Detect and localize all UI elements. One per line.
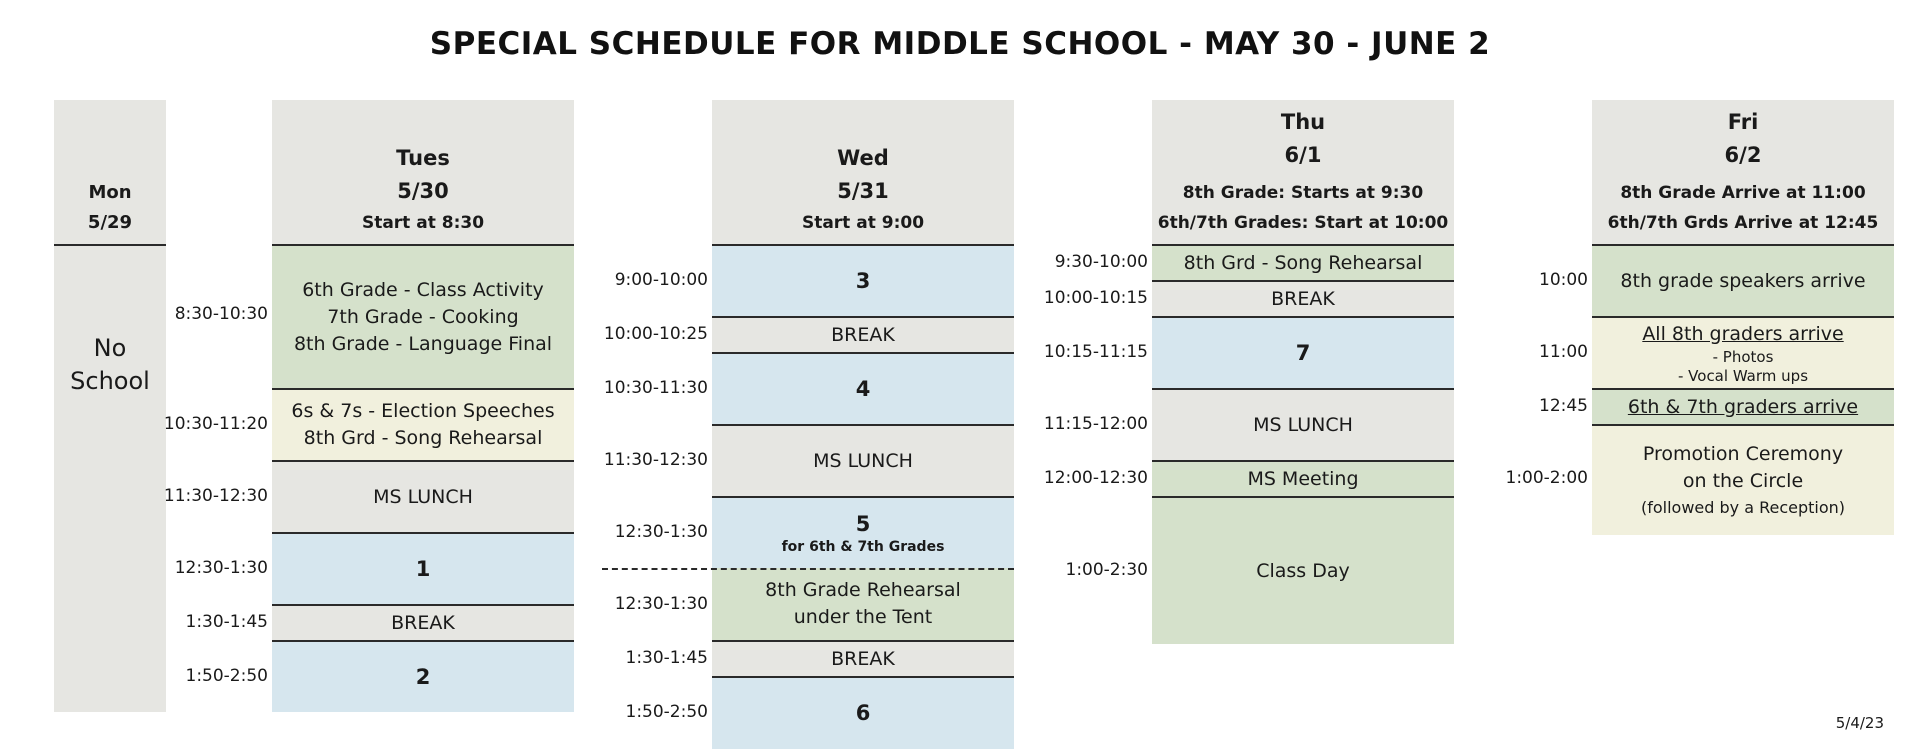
time-label: 11:00 bbox=[1539, 342, 1588, 362]
time-label: 10:30-11:20 bbox=[163, 414, 268, 434]
time-label: 1:50-2:50 bbox=[185, 666, 268, 686]
activity-line: 6s & 7s - Election Speeches bbox=[291, 400, 555, 422]
day-date: 5/29 bbox=[87, 212, 133, 233]
schedule-block bbox=[712, 352, 1014, 424]
column-friday bbox=[1592, 100, 1894, 535]
activity-line: under the Tent bbox=[793, 606, 933, 628]
period-number: 5 bbox=[855, 511, 871, 536]
wednesday-header bbox=[712, 100, 1014, 244]
column-thursday bbox=[1152, 100, 1454, 644]
schedule-block bbox=[272, 532, 574, 604]
activity-line: Class Day bbox=[1256, 559, 1350, 582]
schedule-block bbox=[272, 640, 574, 712]
schedule-block bbox=[272, 388, 574, 460]
activity-line: 8th Grade Rehearsal bbox=[765, 579, 961, 601]
time-label: 10:00-10:25 bbox=[603, 324, 708, 344]
schedule-block bbox=[712, 244, 1014, 316]
schedule-block bbox=[1152, 388, 1454, 460]
schedule-block bbox=[1152, 280, 1454, 316]
friday-header bbox=[1592, 100, 1894, 244]
schedule-block bbox=[712, 640, 1014, 676]
activity-line: Promotion Ceremony bbox=[1642, 442, 1844, 465]
time-label: 11:30-12:30 bbox=[603, 450, 708, 470]
period-number: 1 bbox=[415, 556, 431, 581]
thursday-header bbox=[1152, 100, 1454, 244]
time-label: 12:45 bbox=[1539, 396, 1588, 416]
period-number: 4 bbox=[855, 376, 871, 401]
tuesday-header bbox=[272, 100, 574, 244]
activity-line: BREAK bbox=[831, 323, 895, 346]
activity-line: 8th Grd - Song Rehearsal bbox=[1183, 251, 1423, 274]
time-label: 10:30-11:30 bbox=[603, 378, 708, 398]
schedule-block bbox=[1152, 244, 1454, 280]
time-label: 10:15-11:15 bbox=[1043, 342, 1148, 362]
activity-subline: (followed by a Reception) bbox=[1640, 497, 1846, 517]
activity-line: BREAK bbox=[831, 647, 895, 670]
activity-line: MS LUNCH bbox=[813, 449, 913, 472]
time-label: 10:00 bbox=[1539, 270, 1588, 290]
schedule-block bbox=[272, 460, 574, 532]
time-label: 10:00-10:15 bbox=[1043, 288, 1148, 308]
day-start-note: 6th/7th Grades: Start at 10:00 bbox=[1157, 213, 1449, 233]
day-name: Mon bbox=[88, 182, 132, 203]
day-name: Thu bbox=[1280, 110, 1326, 134]
schedule-block bbox=[712, 676, 1014, 749]
schedule-block bbox=[1592, 388, 1894, 424]
no-school-block bbox=[54, 244, 166, 712]
day-name: Tues bbox=[396, 146, 450, 170]
no-school-line: No bbox=[93, 334, 127, 362]
activity-line: MS LUNCH bbox=[373, 485, 473, 508]
day-start-note: Start at 9:00 bbox=[801, 213, 925, 233]
page-title: SPECIAL SCHEDULE FOR MIDDLE SCHOOL - MAY 30 - JUNE 2 bbox=[429, 26, 1491, 62]
time-label: 1:00-2:30 bbox=[1065, 560, 1148, 580]
activity-line: 7th Grade - Cooking bbox=[327, 305, 519, 328]
activity-subline: - Photos bbox=[1712, 347, 1774, 366]
schedule-block bbox=[1152, 316, 1454, 388]
period-note: for 6th & 7th Grades bbox=[781, 538, 945, 555]
time-label: 1:30-1:45 bbox=[625, 648, 708, 668]
schedule-block bbox=[712, 496, 1014, 568]
day-date: 6/1 bbox=[1284, 143, 1322, 167]
activity-subline: - Vocal Warm ups bbox=[1677, 366, 1809, 385]
period-number: 7 bbox=[1295, 340, 1311, 365]
schedule-block bbox=[1152, 496, 1454, 644]
period-number: 6 bbox=[855, 701, 871, 725]
schedule-block bbox=[712, 424, 1014, 496]
day-start-note: 6th/7th Grds Arrive at 12:45 bbox=[1607, 213, 1879, 233]
revision-date: 5/4/23 bbox=[1835, 714, 1884, 732]
time-label: 9:30-10:00 bbox=[1054, 252, 1148, 272]
schedule-block bbox=[1592, 424, 1894, 535]
day-date: 5/31 bbox=[837, 179, 889, 203]
time-label: 8:30-10:30 bbox=[174, 304, 268, 324]
period-number: 3 bbox=[855, 268, 871, 293]
time-label: 12:30-1:30 bbox=[614, 594, 708, 614]
schedule-block bbox=[1592, 316, 1894, 388]
activity-line: 6th Grade - Class Activity bbox=[302, 278, 544, 301]
time-label: 1:30-1:45 bbox=[185, 612, 268, 632]
no-school-line: School bbox=[70, 367, 150, 395]
dashed-divider bbox=[602, 568, 1014, 570]
activity-line: MS LUNCH bbox=[1253, 413, 1353, 436]
day-start-note: Start at 8:30 bbox=[361, 213, 485, 233]
schedule-block bbox=[272, 244, 574, 388]
time-label: 9:00-10:00 bbox=[614, 270, 708, 290]
column-wednesday bbox=[712, 100, 1014, 749]
activity-line: MS Meeting bbox=[1247, 467, 1359, 490]
schedule-block bbox=[712, 316, 1014, 352]
day-name: Wed bbox=[837, 146, 889, 170]
activity-line: 6th & 7th graders arrive bbox=[1627, 395, 1859, 418]
monday-header bbox=[54, 100, 166, 244]
activity-line: BREAK bbox=[1271, 287, 1335, 310]
time-label: 1:00-2:00 bbox=[1505, 468, 1588, 488]
time-label: 12:00-12:30 bbox=[1043, 468, 1148, 488]
activity-line: 8th grade speakers arrive bbox=[1620, 269, 1866, 292]
activity-line: 8th Grade - Language Final bbox=[293, 332, 553, 355]
schedule-block bbox=[272, 604, 574, 640]
time-label: 12:30-1:30 bbox=[614, 522, 708, 542]
period-number: 2 bbox=[415, 664, 431, 689]
time-label: 11:30-12:30 bbox=[163, 486, 268, 506]
day-start-note: 8th Grade: Starts at 9:30 bbox=[1182, 183, 1424, 203]
schedule-block bbox=[712, 568, 1014, 640]
activity-line: All 8th graders arrive bbox=[1642, 322, 1844, 345]
column-tuesday bbox=[272, 100, 574, 712]
activity-line: on the Circle bbox=[1682, 469, 1804, 492]
activity-line: 8th Grd - Song Rehearsal bbox=[303, 427, 543, 449]
time-label: 11:15-12:00 bbox=[1043, 414, 1148, 434]
schedule-block bbox=[1152, 460, 1454, 496]
column-monday bbox=[54, 100, 166, 712]
schedule-block bbox=[1592, 244, 1894, 316]
day-date: 5/30 bbox=[397, 179, 449, 203]
day-date: 6/2 bbox=[1724, 143, 1762, 167]
time-label: 1:50-2:50 bbox=[625, 702, 708, 722]
day-name: Fri bbox=[1727, 110, 1759, 134]
activity-line: BREAK bbox=[391, 611, 455, 634]
day-start-note: 8th Grade Arrive at 11:00 bbox=[1620, 183, 1866, 203]
time-label: 12:30-1:30 bbox=[174, 558, 268, 578]
